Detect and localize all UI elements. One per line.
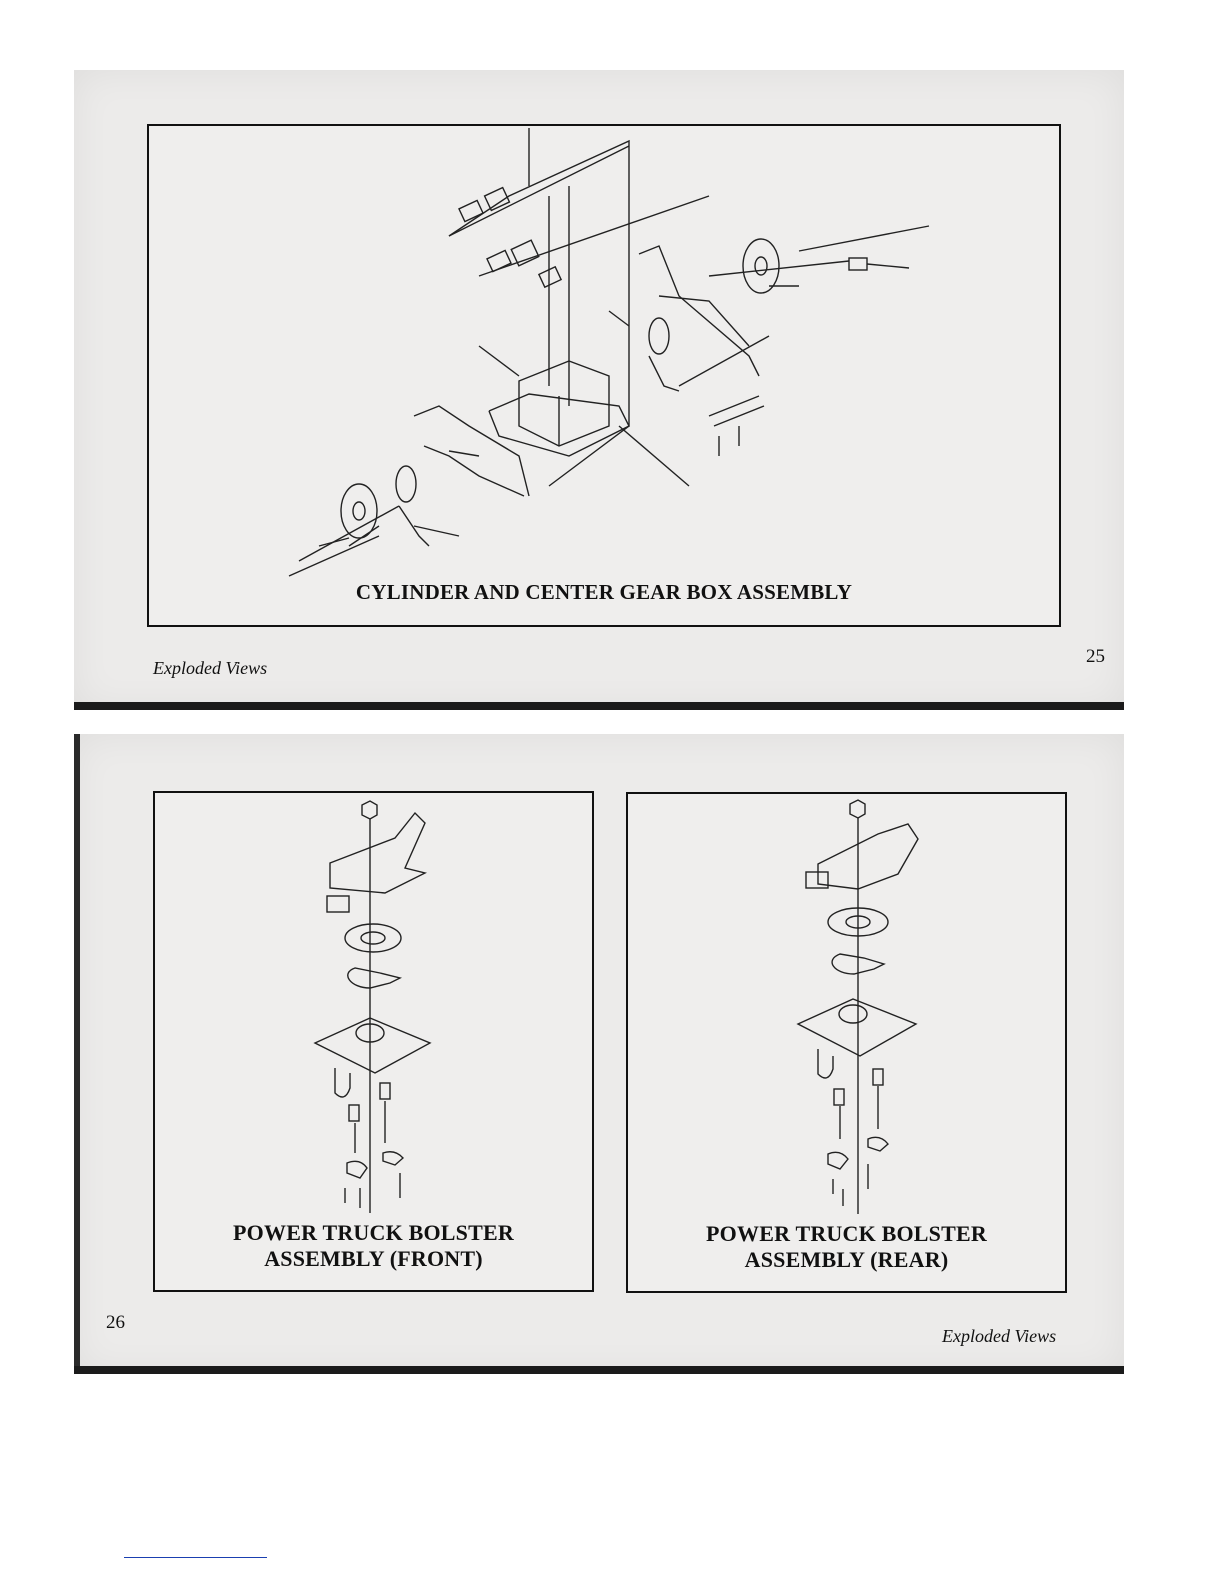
scanned-page-26 [74, 734, 1124, 1374]
footnote-rule [124, 1557, 267, 1558]
exploded-view-drawing-gearbox [149, 126, 1059, 625]
scanned-page-25 [74, 70, 1124, 710]
page-number: 25 [1086, 646, 1105, 667]
binding-edge-shadow [74, 734, 80, 1374]
page-edge-shadow [74, 1366, 1124, 1374]
figure-cylinder-gearbox [147, 124, 1061, 627]
figure-caption-front-line1: POWER TRUCK BOLSTER [233, 1220, 514, 1245]
figure-caption-rear-line1: POWER TRUCK BOLSTER [706, 1221, 987, 1246]
page-number: 26 [106, 1312, 125, 1333]
figure-caption-gearbox: CYLINDER AND CENTER GEAR BOX ASSEMBLY [355, 580, 853, 604]
figure-caption-rear-line2: ASSEMBLY (REAR) [744, 1247, 949, 1272]
footer-section-title: Exploded Views [153, 658, 268, 678]
page-edge-shadow [74, 702, 1124, 710]
exploded-view-drawing-bolster-front [155, 793, 592, 1290]
figure-bolster-rear [626, 792, 1067, 1293]
figure-caption-front-line2: ASSEMBLY (FRONT) [264, 1246, 483, 1271]
figure-bolster-front [153, 791, 594, 1292]
exploded-view-drawing-bolster-rear [628, 794, 1065, 1291]
footer-section-title: Exploded Views [942, 1326, 1057, 1346]
